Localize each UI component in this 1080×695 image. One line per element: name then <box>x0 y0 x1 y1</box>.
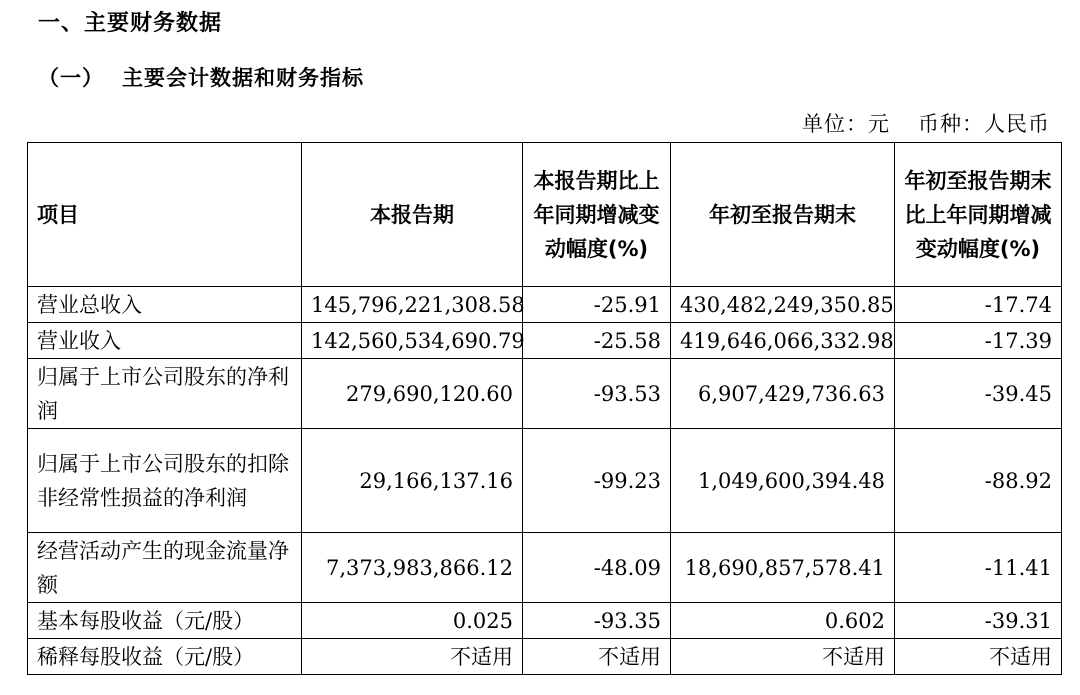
unit-line <box>802 108 1050 140</box>
row-current: 279,690,120.60 <box>302 359 523 429</box>
row-ytd: 430,482,249,350.85 <box>671 287 895 323</box>
row-ytd-change: 不适用 <box>895 639 1062 675</box>
row-current: 0.025 <box>302 603 523 639</box>
currency-label: 币种：人民币 <box>918 112 1050 136</box>
row-ytd: 不适用 <box>671 639 895 675</box>
row-current: 7,373,983,866.12 <box>302 533 523 603</box>
header-ytd-change: 年初至报告期末比上年同期增减变动幅度(%) <box>895 143 1062 287</box>
row-ytd-change: -39.45 <box>895 359 1062 429</box>
financial-data-table <box>27 142 1062 675</box>
table-row <box>28 287 1062 323</box>
table-row <box>28 323 1062 359</box>
row-ytd: 0.602 <box>671 603 895 639</box>
row-current-change: -25.91 <box>523 287 671 323</box>
row-ytd: 419,646,066,332.98 <box>671 323 895 359</box>
section-title: 一、主要财务数据 <box>38 11 223 36</box>
row-ytd: 18,690,857,578.41 <box>671 533 895 603</box>
row-current-change: -48.09 <box>523 533 671 603</box>
row-item: 营业总收入 <box>28 287 302 323</box>
row-ytd: 1,049,600,394.48 <box>671 429 895 533</box>
row-item: 归属于上市公司股东的扣除非经常性损益的净利润 <box>28 429 302 533</box>
row-item: 稀释每股收益（元/股） <box>28 639 302 675</box>
table-row <box>28 359 1062 429</box>
header-current-period: 本报告期 <box>302 143 523 287</box>
row-current-change: -93.35 <box>523 603 671 639</box>
header-current-change: 本报告期比上年同期增减变动幅度(%) <box>523 143 671 287</box>
subsection-number: （一） <box>38 66 104 90</box>
row-ytd-change: -11.41 <box>895 533 1062 603</box>
row-ytd-change: -39.31 <box>895 603 1062 639</box>
row-current-change: -25.58 <box>523 323 671 359</box>
row-current: 不适用 <box>302 639 523 675</box>
table-row <box>28 533 1062 603</box>
row-ytd: 6,907,429,736.63 <box>671 359 895 429</box>
row-current-change: 不适用 <box>523 639 671 675</box>
row-current: 142,560,534,690.79 <box>302 323 523 359</box>
row-current-change: -93.53 <box>523 359 671 429</box>
row-ytd-change: -88.92 <box>895 429 1062 533</box>
row-current-change: -99.23 <box>523 429 671 533</box>
row-item: 归属于上市公司股东的净利润 <box>28 359 302 429</box>
row-item: 营业收入 <box>28 323 302 359</box>
row-current: 29,166,137.16 <box>302 429 523 533</box>
row-ytd-change: -17.39 <box>895 323 1062 359</box>
subsection-heading <box>38 62 364 94</box>
subsection-title: 主要会计数据和财务指标 <box>122 66 364 90</box>
row-ytd-change: -17.74 <box>895 287 1062 323</box>
row-item: 基本每股收益（元/股） <box>28 603 302 639</box>
header-ytd: 年初至报告期末 <box>671 143 895 287</box>
unit-label: 单位：元 <box>802 112 890 136</box>
row-item: 经营活动产生的现金流量净额 <box>28 533 302 603</box>
row-current: 145,796,221,308.58 <box>302 287 523 323</box>
table-row <box>28 603 1062 639</box>
header-item: 项目 <box>28 143 302 287</box>
table-row <box>28 639 1062 675</box>
table-header-row <box>28 143 1062 287</box>
table-row <box>28 429 1062 533</box>
